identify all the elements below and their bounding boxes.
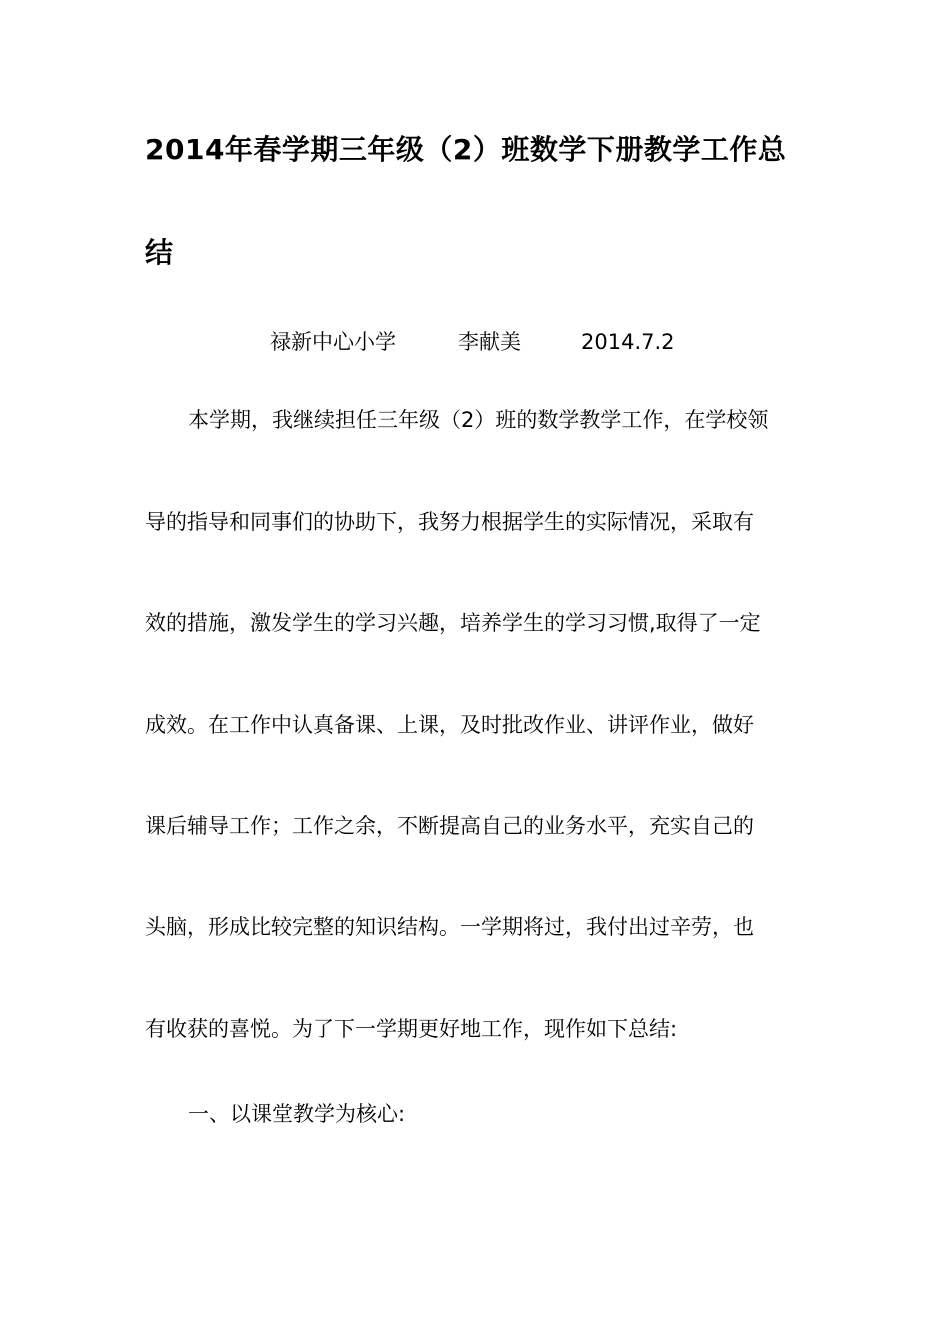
document-title-line-2: 结	[145, 236, 174, 269]
document-date: 2014.7.2	[581, 330, 675, 354]
paragraph-line: 效的措施，激发学生的学习兴趣，培养学生的学习习惯,取得了一定	[145, 611, 761, 635]
paragraph-line: 有收获的喜悦。为了下一学期更好地工作，现作如下总结:	[145, 1017, 678, 1041]
paragraph-line: 成效。在工作中认真备课、上课，及时批改作业、讲评作业，做好	[145, 713, 754, 737]
author-name: 李献美	[458, 330, 521, 354]
school-name: 禄新中心小学	[270, 330, 396, 354]
paragraph-line: 头脑，形成比较完整的知识结构。一学期将过，我付出过辛劳，也	[145, 915, 754, 939]
paragraph-line: 课后辅导工作；工作之余，不断提高自己的业务水平，充实自己的	[145, 814, 754, 838]
paragraph-line: 本学期，我继续担任三年级（2）班的数学教学工作，在学校领	[188, 408, 769, 432]
section-heading: 一、以课堂教学为核心:	[188, 1102, 406, 1126]
paragraph-line: 导的指导和同事们的协助下，我努力根据学生的实际情况，采取有	[145, 510, 754, 534]
document-title-line-1: 2014年春学期三年级（2）班数学下册教学工作总	[145, 133, 787, 166]
